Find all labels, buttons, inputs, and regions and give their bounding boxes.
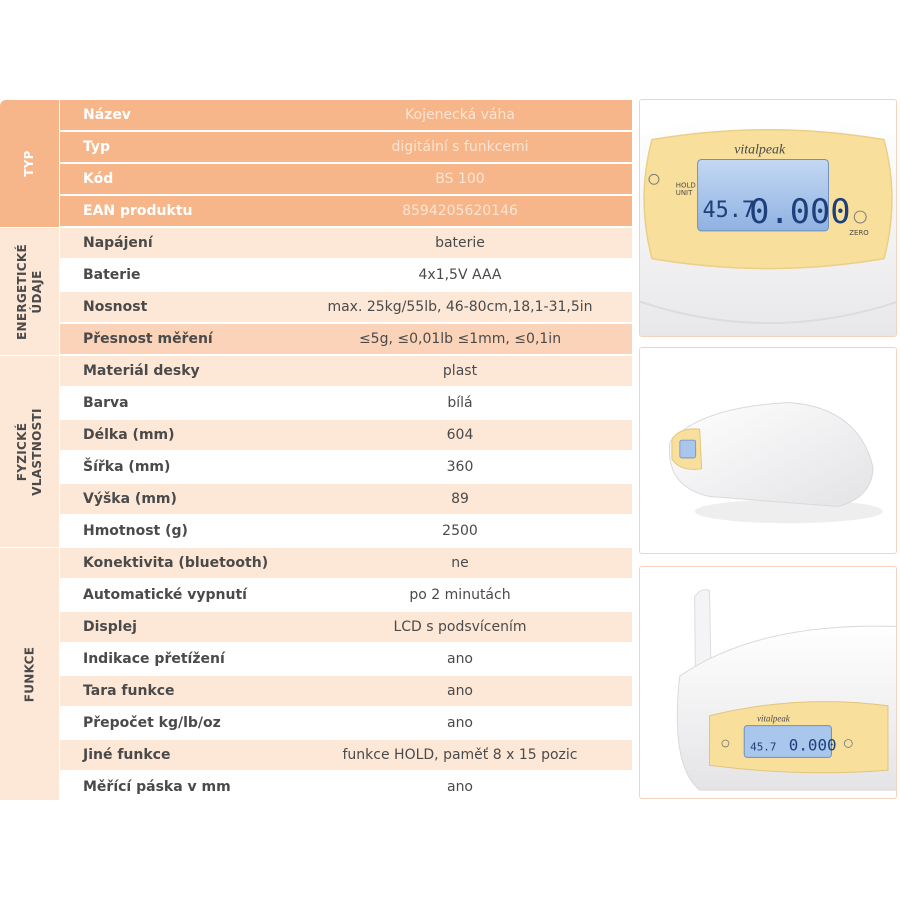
row-value: plast: [442, 363, 478, 379]
lcd-small-readout: 45.7: [702, 198, 756, 224]
category-label: FYZICKÉ VLASTNOSTI: [14, 407, 44, 496]
spec-row-tara: [60, 676, 632, 707]
category-label: ENERGETICKÉ ÚDAJE: [14, 243, 44, 340]
row-label: Konektivita (bluetooth): [83, 555, 269, 571]
category-fyzicke-vlastnosti: [0, 356, 59, 548]
row-value: 2500: [442, 523, 478, 539]
row-label: Materiál desky: [83, 363, 200, 379]
scale-front-illustration: [640, 567, 896, 798]
category-energeticke-udaje: [0, 228, 59, 356]
spec-row-paska: [60, 772, 632, 800]
row-value: 8594205620146: [402, 203, 518, 219]
scale-panel-illustration: [640, 100, 896, 336]
spec-row-konektivita: [60, 548, 632, 579]
row-value: digitální s funkcemi: [391, 139, 529, 155]
spec-row-kod: [60, 164, 632, 195]
row-label: Měřící páska v mm: [83, 779, 231, 795]
lcd-small-readout-small: 45.7: [750, 740, 777, 754]
row-value: 4x1,5V AAA: [418, 267, 502, 283]
category-label: FUNKCE: [22, 646, 36, 702]
row-value: 89: [451, 491, 469, 507]
row-value: bílá: [447, 395, 473, 411]
spec-row-sirka: [60, 452, 632, 483]
row-value: max. 25kg/55lb, 46-80cm,18,1-31,5in: [327, 299, 593, 315]
spec-row-barva: [60, 388, 632, 419]
row-value: 604: [446, 427, 474, 443]
spec-row-ean: [60, 196, 632, 227]
row-value: Kojenecká váha: [405, 107, 515, 123]
row-label: Přepočet kg/lb/oz: [83, 715, 221, 731]
row-value: baterie: [435, 235, 485, 251]
row-label: Šířka (mm): [83, 459, 171, 475]
row-label: Tara funkce: [83, 683, 175, 699]
spec-row-jine: [60, 740, 632, 771]
row-label: Výška (mm): [83, 491, 177, 507]
scale-side-illustration: [640, 348, 896, 553]
row-label: Indikace přetížení: [83, 651, 225, 667]
spec-row-nosnost: [60, 292, 632, 323]
spec-row-prepocet: [60, 708, 632, 739]
row-value: ano: [446, 779, 474, 795]
product-photo-side: [639, 347, 897, 554]
category-typ: [0, 100, 59, 228]
category-funkce: [0, 548, 59, 801]
spec-row-material: [60, 356, 632, 387]
spec-row-delka: [60, 420, 632, 451]
row-value: BS 100: [435, 171, 485, 187]
row-label: Barva: [83, 395, 129, 411]
row-label: Jiné funkce: [83, 747, 171, 763]
spec-row-nazev: [60, 100, 632, 131]
hold-label: HOLD: [675, 181, 696, 190]
zero-label: ZERO: [849, 228, 869, 237]
row-value: ano: [446, 651, 474, 667]
row-label: Kód: [83, 171, 114, 187]
lcd-main-readout-small: 0.000: [788, 735, 837, 755]
row-label: Typ: [83, 139, 111, 155]
spec-row-presnost: [60, 324, 632, 355]
product-photo-panel: [639, 99, 897, 337]
brand-text: vitalpeak: [734, 142, 786, 158]
row-label: Přesnost měření: [83, 331, 213, 347]
spec-row-napajeni: [60, 228, 632, 259]
row-value: funkce HOLD, paměť 8 x 15 pozic: [342, 747, 578, 763]
spec-row-vyska: [60, 484, 632, 515]
unit-label: UNIT: [675, 189, 693, 198]
spec-row-vypnuti: [60, 580, 632, 611]
row-label: Automatické vypnutí: [83, 587, 247, 603]
row-value: ne: [451, 555, 469, 571]
row-label: Baterie: [83, 267, 141, 283]
spec-row-hmotnost: [60, 516, 632, 547]
row-label: Napájení: [83, 235, 153, 251]
row-value: po 2 minutách: [409, 587, 511, 603]
spec-row-typ: [60, 132, 632, 163]
row-label: Nosnost: [83, 299, 148, 315]
row-value: 360: [446, 459, 474, 475]
spec-row-baterie: [60, 260, 632, 291]
brand-text-small: vitalpeak: [757, 713, 790, 724]
spec-table: [0, 100, 632, 800]
row-value: ≤5g, ≤0,01lb ≤1mm, ≤0,1in: [358, 331, 562, 347]
row-value: LCD s podsvícením: [393, 619, 527, 635]
row-label: EAN produktu: [83, 203, 193, 219]
row-label: Hmotnost (g): [83, 523, 188, 539]
category-label: TYP: [21, 150, 36, 177]
lcd-main-readout: 0.000: [749, 191, 851, 231]
row-value: ano: [446, 683, 474, 699]
spec-row-displej: [60, 612, 632, 643]
lcd-small-icon: [680, 440, 696, 458]
row-value: ano: [446, 715, 474, 731]
product-photo-front: [639, 566, 897, 799]
row-label: Název: [83, 107, 131, 123]
spec-row-pretizeni: [60, 644, 632, 675]
row-label: Displej: [83, 619, 137, 635]
row-label: Délka (mm): [83, 427, 175, 443]
